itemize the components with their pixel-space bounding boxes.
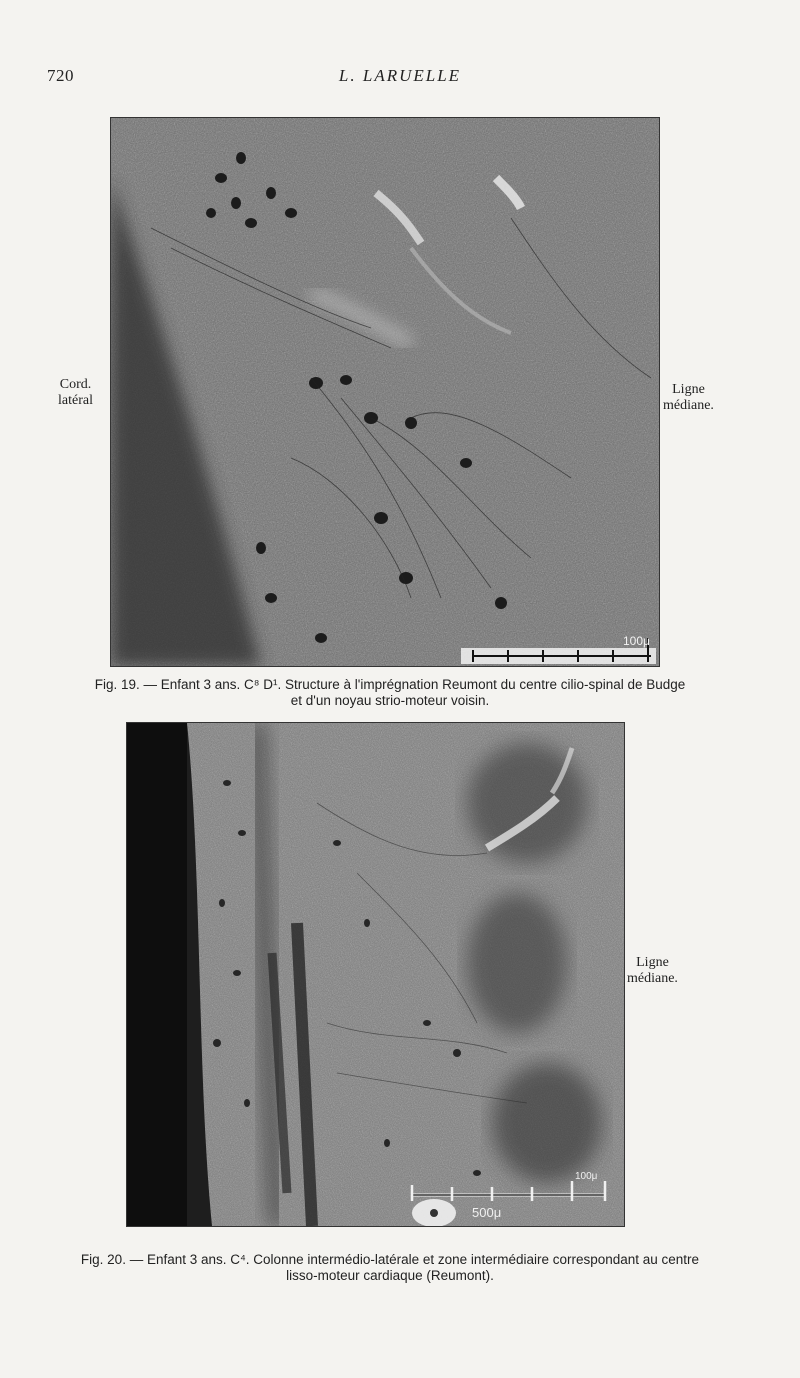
label-ligne: Ligne [636,955,669,970]
label-cord: Cord. [59,377,92,392]
label-ligne: Ligne [672,382,705,397]
figure-20-label-right [627,955,678,987]
figure-20-scale-label-large: 500μ [472,1205,502,1220]
label-mediane: médiane. [663,398,714,413]
label-mediane: médiane. [627,971,678,986]
figure-20-micrograph [126,722,625,1227]
caption-line: Fig. 19. — Enfant 3 ans. C⁸ D¹. Structure à l'imprégnation Reumont du centre cilio-spinal de Budge [94,677,686,692]
caption-line: et d'un noyau strio-moteur voisin. [290,693,490,708]
figure-19-scale-label: 100μ [623,634,650,648]
figure-19-photo [111,118,659,666]
running-head: L. LARUELLE [338,66,462,85]
figure-19-micrograph [110,117,660,667]
caption-line: lisso-moteur cardiaque (Reumont). [286,1268,494,1283]
caption-line: Fig. 20. — Enfant 3 ans. C⁴. Colonne intermédio-latérale et zone intermédiaire correspondant au centre [80,1252,700,1267]
label-lateral: latéral [58,393,93,408]
figure-20-photo [127,723,624,1226]
figure-19-label-left [58,377,93,409]
page-number: 720 [47,66,74,85]
figure-20-scale-label-small: 100μ [575,1171,598,1182]
figure-20-caption [40,1252,740,1284]
figure-19-caption [40,677,740,709]
figure-19-label-right [663,382,714,414]
